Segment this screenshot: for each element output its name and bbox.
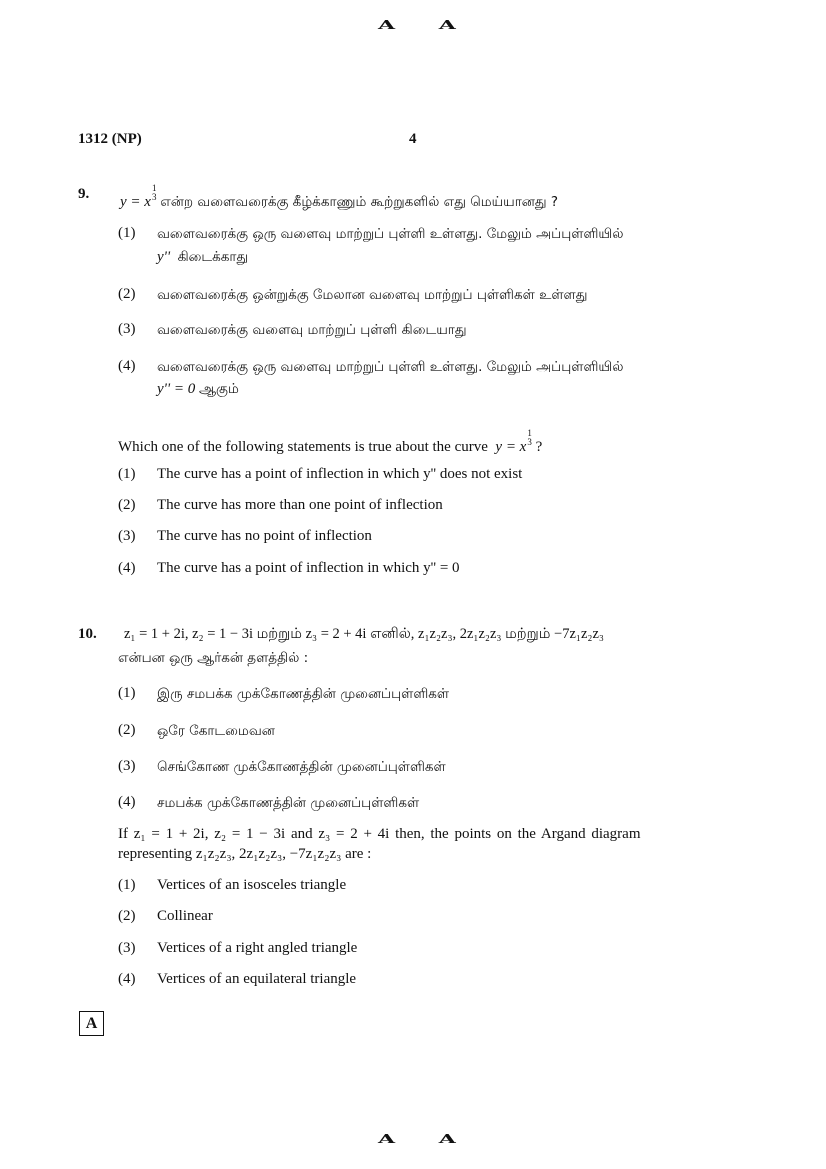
math: y'' = 0 — [157, 381, 196, 397]
q10-tamil-line1: z₁ = 1 + 2i, z₂ = 1 − 3i மற்றும் z₃ = 2 + 4i எனில், z₁z₂z₃, 2z₁z₂z₃ மற்றும் −7z₁z₂z₃ — [124, 626, 604, 642]
option-number: (2) — [118, 908, 136, 924]
math: y'' — [157, 249, 171, 265]
q9-ta-option-1: வளைவரைக்கு ஒரு வளைவு மாற்றுப் புள்ளி உள்ளது. மேலும் அப்புள்ளியில் — [157, 226, 624, 242]
q10-ta-option-3: செங்கோண முக்கோணத்தின் முனைப்புள்ளிகள் — [157, 759, 446, 775]
page-number: 4 — [409, 131, 417, 147]
q9-en-option-1: The curve has a point of inflection in which y'' does not exist — [157, 466, 523, 482]
q9-equation: y = x — [120, 194, 151, 210]
q9-english-question — [118, 429, 542, 456]
q10-en-option-4: Vertices of an equilateral triangle — [157, 971, 357, 987]
exp-den: 3 — [527, 437, 532, 447]
option-number: (1) — [118, 225, 136, 241]
q10-ta-option-1: இரு சமபக்க முக்கோணத்தின் முனைப்புள்ளிகள் — [157, 686, 450, 702]
q10-english-line2: representing z₁z₂z₃, 2z₁z₂z₃, −7z₁z₂z₃ are : — [118, 846, 372, 862]
q10-ta-option-2: ஒரே கோடமைவன — [157, 723, 275, 739]
math: y = x — [495, 439, 527, 455]
q9-ta-option-1-line2 — [157, 249, 248, 267]
option-number: (3) — [118, 528, 136, 544]
exponent-fraction — [152, 184, 157, 202]
option-number: (1) — [118, 877, 136, 893]
option-number: (3) — [118, 321, 136, 337]
booklet-version-box: A — [79, 1011, 104, 1036]
paper-code: 1312 (NP) — [78, 131, 142, 147]
q9-ta-option-4: வளைவரைக்கு ஒரு வளைவு மாற்றுப் புள்ளி உள்ளது. மேலும் அப்புள்ளியில் — [157, 359, 624, 375]
q9-ta-option-4-line2 — [157, 381, 239, 399]
option-number: (4) — [118, 358, 136, 374]
option-number: (1) — [118, 466, 136, 482]
q9-en-option-2: The curve has more than one point of inflection — [157, 497, 443, 513]
bottom-registration-mark: A A — [378, 1132, 474, 1147]
exp-num: 1 — [527, 428, 532, 438]
q9-en-option-3: The curve has no point of inflection — [157, 528, 372, 544]
question-number-9: 9. — [78, 186, 90, 202]
q10-english-line1: If z₁ = 1 + 2i, z₂ = 1 − 3i and z₃ = 2 + 4i then, the points on the Argand diagram — [118, 826, 641, 842]
q10-tamil-line2: என்பன ஒரு ஆர்கன் தளத்தில் : — [118, 650, 309, 666]
q10-en-option-2: Collinear — [157, 908, 213, 924]
q10-en-option-1: Vertices of an isosceles triangle — [157, 877, 347, 893]
option-number: (1) — [118, 685, 136, 701]
option-number: (3) — [118, 940, 136, 956]
option-number: (2) — [118, 722, 136, 738]
q9-tamil-text: என்ற வளைவரைக்கு கீழ்க்காணும் கூற்றுகளில் எது மெய்யானது ? — [160, 194, 559, 210]
option-number: (4) — [118, 971, 136, 987]
option-number: (2) — [118, 286, 136, 302]
option-number: (3) — [118, 758, 136, 774]
q9-en-option-4: The curve has a point of inflection in which y'' = 0 — [157, 560, 460, 576]
option-number: (4) — [118, 794, 136, 810]
q9-tamil-question — [120, 184, 558, 212]
text: ? — [535, 439, 543, 455]
exponent-fraction — [527, 429, 532, 447]
text: கிடைக்காது — [177, 249, 249, 265]
option-number: (2) — [118, 497, 136, 513]
q10-ta-option-4: சமபக்க முக்கோணத்தின் முனைப்புள்ளிகள் — [157, 795, 420, 811]
exp-den: 3 — [151, 192, 157, 202]
q9-ta-option-2: வளைவரைக்கு ஒன்றுக்கு மேலான வளைவு மாற்றுப் புள்ளிகள் உள்ளது — [157, 287, 588, 303]
text: Which one of the following statements is true about the curve — [118, 439, 488, 455]
q10-en-option-3: Vertices of a right angled triangle — [157, 940, 358, 956]
q9-ta-option-3: வளைவரைக்கு வளைவு மாற்றுப் புள்ளி கிடையாது — [157, 322, 467, 338]
question-number-10: 10. — [78, 626, 97, 642]
exp-num: 1 — [151, 183, 157, 193]
text: ஆகும் — [198, 381, 239, 397]
option-number: (4) — [118, 560, 136, 576]
top-registration-mark: A A — [378, 18, 474, 33]
